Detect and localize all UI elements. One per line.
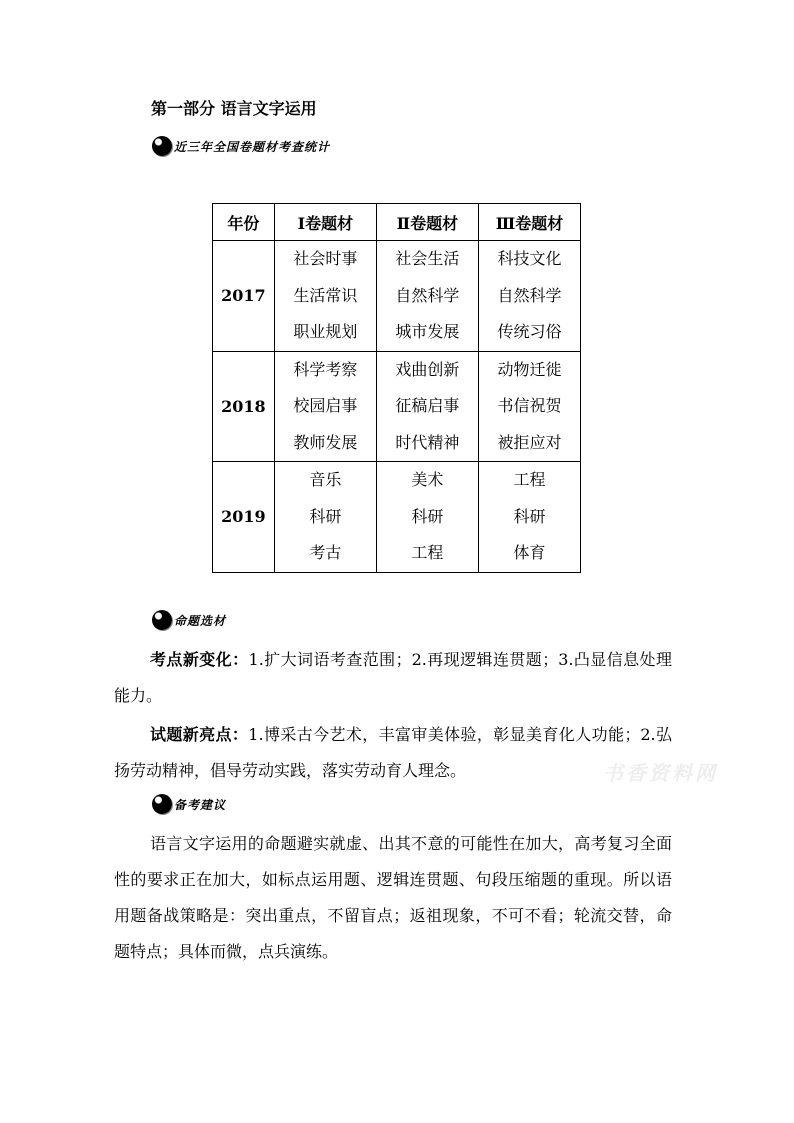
watermark: 书香资料网 [603, 761, 718, 785]
part-title: 第一部分 语言文字运用 [151, 99, 317, 118]
header-paper-1: Ⅰ卷题材 [274, 204, 376, 241]
topic-item: 自然科学 [395, 285, 460, 305]
section-heading-stats [152, 134, 330, 158]
topic-item: 社会生活 [395, 249, 460, 268]
topic-item: 传统习俗 [497, 322, 562, 341]
topic-item: 科学考察 [293, 359, 358, 379]
topic-item: 科研 [411, 506, 444, 526]
section-label: 近三年全国卷题材考查统计 [174, 139, 331, 154]
header-paper-3: Ⅲ卷题材 [478, 204, 580, 241]
topic-cell [274, 351, 376, 462]
topic-cell [376, 241, 478, 352]
table-header-row [213, 204, 581, 241]
section-label: 命题选材 [174, 613, 227, 628]
section-label: 备考建议 [174, 797, 227, 812]
lead-text: 考点新变化： [150, 650, 249, 669]
topic-cell [274, 241, 376, 352]
topic-cell [376, 351, 478, 462]
year-cell: 2017 [213, 241, 275, 352]
topic-item: 工程 [411, 543, 444, 562]
paragraph-prep-advice: 语言文字运用的命题避实就虚、出其不意的可能性在加大，高考复习全面性的要求正在加大，如标点运用题、逻辑连贯题、句段压缩题的重现。所以语用题备战策略是：突出重点，不留盲点；返祖现象，不可不看；轮流交替，命题特点；具体而微，点兵演练。 [114, 834, 672, 961]
topic-item: 动物迁徙 [497, 359, 562, 379]
topic-cell [478, 241, 580, 352]
lead-text: 试题新亮点： [150, 725, 249, 744]
topic-item: 美术 [411, 470, 444, 489]
table-row [213, 462, 581, 573]
topic-item: 考古 [309, 543, 342, 562]
topic-item: 征稿启事 [395, 396, 460, 415]
header-paper-2: Ⅱ卷题材 [376, 204, 478, 241]
body-text: 1.扩大词语考查范围；2.再现逻辑连贯题；3.凸显信息处理能力。 [114, 650, 672, 705]
topic-item: 校园启事 [293, 396, 358, 415]
topic-item: 自然科学 [497, 285, 562, 305]
topic-item: 体育 [513, 543, 546, 562]
table-row [213, 241, 581, 352]
topic-item: 教师发展 [293, 432, 358, 452]
topic-item: 戏曲创新 [395, 359, 460, 379]
topic-cell [478, 351, 580, 462]
topic-item: 科技文化 [497, 249, 562, 268]
topic-stats-table [212, 203, 581, 573]
topic-cell [376, 462, 478, 573]
topic-item: 被拒应对 [497, 432, 562, 452]
circle-bullet-icon [152, 136, 172, 156]
topic-cell [274, 462, 376, 573]
topic-item: 职业规划 [293, 322, 358, 341]
header-year: 年份 [213, 204, 275, 241]
topic-item: 时代精神 [395, 432, 460, 452]
section-heading-topic-selection [152, 608, 226, 632]
circle-bullet-icon [152, 610, 172, 630]
year-cell: 2019 [213, 462, 275, 573]
topic-item: 生活常识 [293, 285, 358, 305]
table-row [213, 351, 581, 462]
paragraph-new-highlights [114, 717, 672, 789]
topic-item: 科研 [513, 506, 546, 526]
section-heading-prep-advice [152, 792, 226, 816]
body-text: 1.博采古今艺术，丰富审美体验，彰显美育化人功能；2.弘扬劳动精神，倡导劳动实践，落实劳动育人理念。 [114, 725, 672, 780]
circle-bullet-icon [152, 794, 172, 814]
topic-item: 科研 [309, 506, 342, 526]
year-cell: 2018 [213, 351, 275, 462]
topic-item: 工程 [513, 470, 546, 489]
topic-item: 城市发展 [395, 322, 460, 341]
topic-cell [478, 462, 580, 573]
topic-item: 书信祝贺 [497, 396, 562, 415]
topic-item: 音乐 [309, 470, 342, 489]
paragraph-new-changes [114, 642, 672, 714]
topic-item: 社会时事 [293, 249, 358, 268]
